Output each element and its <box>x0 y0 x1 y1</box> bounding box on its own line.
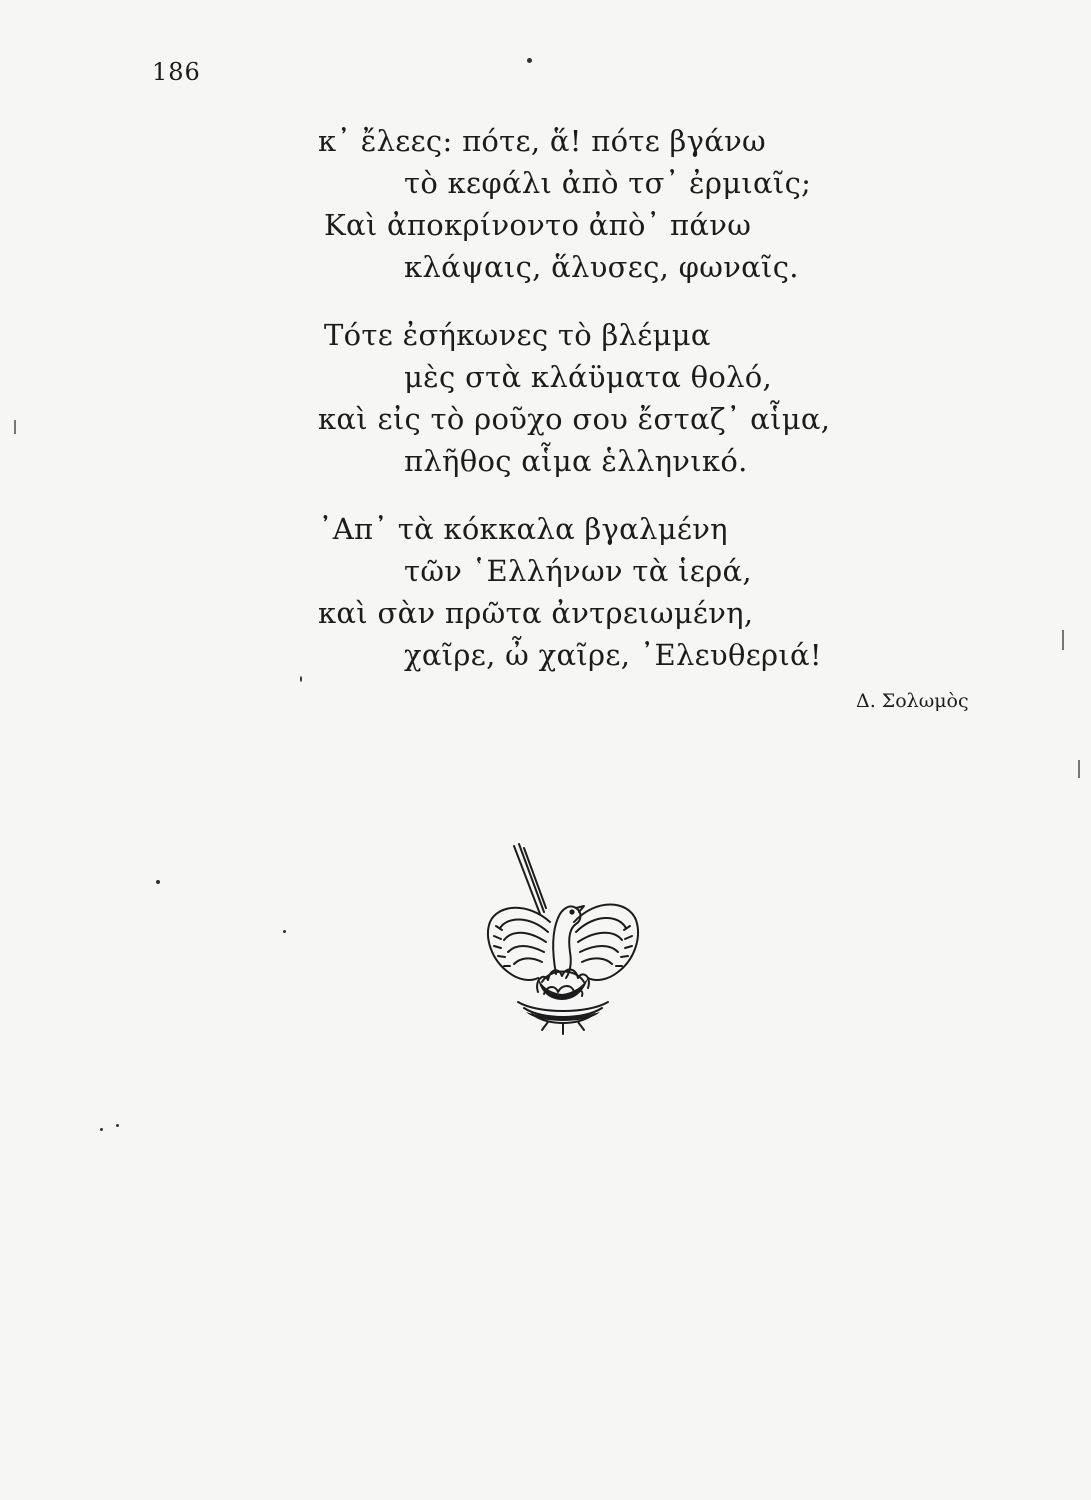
scan-speck <box>283 930 286 933</box>
poem-line: Τότε ἐσήκωνες τὸ βλέμμα <box>324 318 711 352</box>
poem-line: Καὶ ἀποκρίνοντο ἀπὸ᾿ πάνω <box>324 208 752 242</box>
poem-line: μὲς στὰ κλάϋματα θολό, <box>404 360 773 394</box>
scan-edge-mark <box>1062 630 1064 650</box>
scan-speck <box>100 1128 103 1131</box>
scan-speck <box>527 58 532 63</box>
scan-edge-mark <box>14 420 16 434</box>
scan-speck <box>300 676 302 682</box>
poem-line: πλῆθος αἷμα ἑλληνικό. <box>404 444 748 478</box>
poem-line: τῶν ῾Ελλήνων τὰ ἱερά, <box>404 554 752 588</box>
scan-edge-mark <box>1078 760 1080 778</box>
poem-line: ᾿Απ᾿ τὰ κόκκαλα βγαλμένη <box>318 512 728 546</box>
poem-line: τὸ κεφάλι ἀπὸ τσ᾿ ἐρμιαῖς; <box>404 166 812 200</box>
phoenix-emblem-icon <box>478 842 648 1042</box>
poem-line: καὶ σὰν πρῶτα ἀντρειωμένη, <box>318 596 754 630</box>
scan-speck <box>156 880 160 884</box>
poem-line: καὶ εἰς τὸ ροῦχο σου ἔσταζ᾿ αἷμα, <box>318 402 831 436</box>
page-number: 186 <box>152 58 201 86</box>
poem-line: χαῖρε, ὦ χαῖρε, ᾿Ελευθεριά! <box>404 638 822 672</box>
poem-line: κ᾿ ἔλεες: πότε, ἅ! πότε βγάνω <box>318 124 767 158</box>
poem-author: Δ. Σολωμὸς <box>856 690 969 712</box>
poem-line: κλάψαις, ἅλυσες, φωναῖς. <box>404 250 799 284</box>
scan-speck <box>116 1124 119 1127</box>
